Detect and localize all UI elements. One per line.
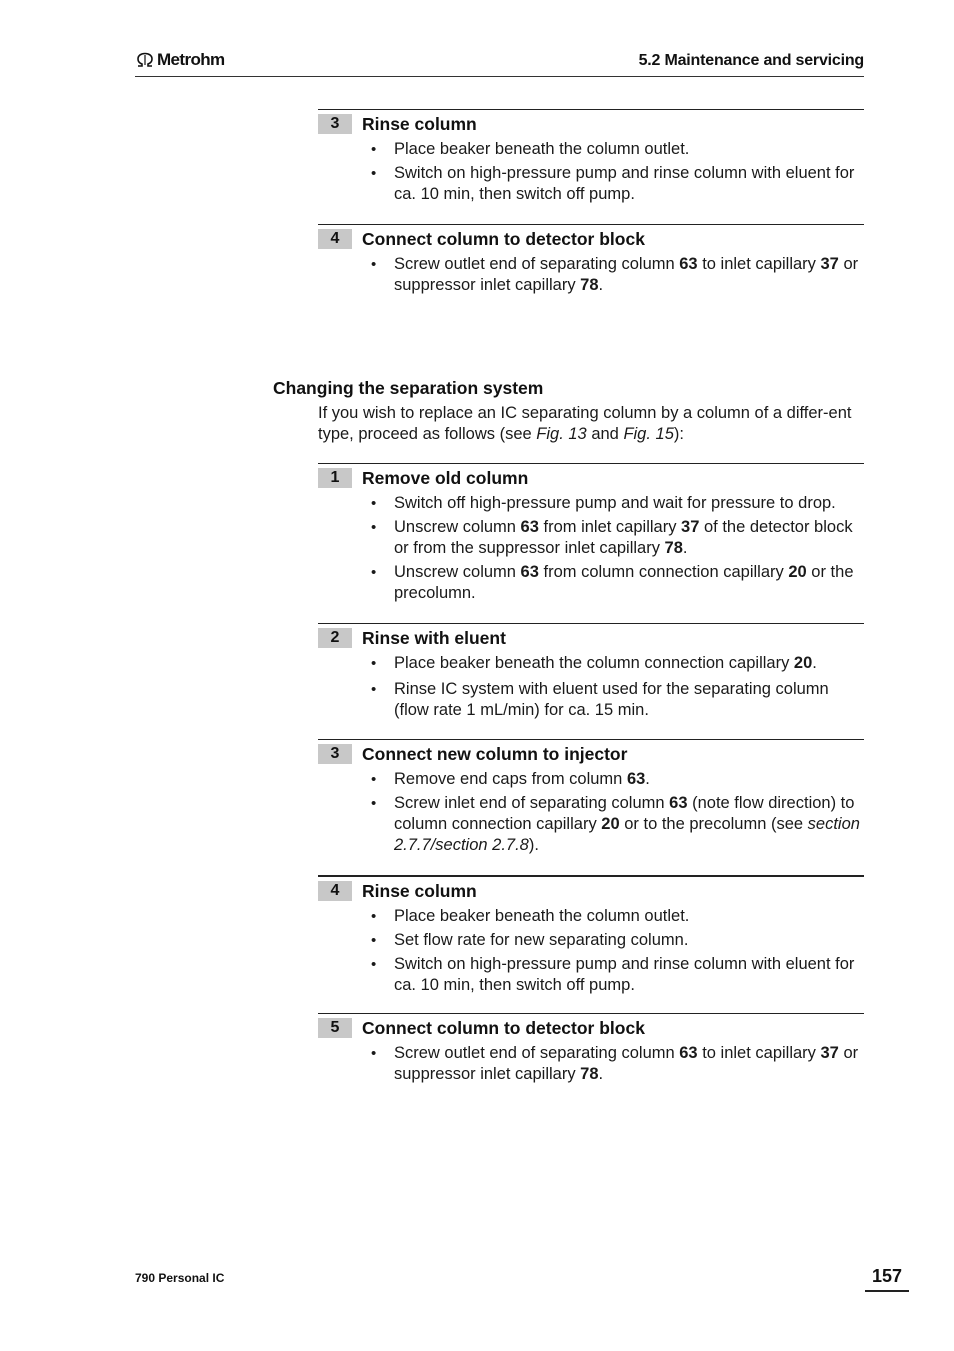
bullet-item: • Unscrew column 63 from column connection capillary 20 or the precolumn.: [371, 563, 854, 602]
step-title: Rinse column: [362, 114, 477, 134]
bullet-icon: •: [371, 495, 377, 512]
step-title: Connect column to detector block: [362, 1018, 645, 1038]
step-number: 4: [318, 229, 352, 249]
step-title: Rinse with eluent: [362, 628, 506, 648]
bullet-icon: •: [371, 795, 377, 812]
omega-logo-icon: [135, 52, 155, 68]
ref-number: 78: [664, 539, 683, 557]
ref-number: 78: [580, 1065, 599, 1083]
step-number: 1: [318, 468, 352, 488]
step-title: Connect column to detector block: [362, 229, 645, 249]
bullet-icon: •: [371, 932, 377, 949]
step-block: [318, 224, 864, 296]
bullet-icon: •: [371, 564, 377, 581]
step-header: [318, 1013, 864, 1040]
ref-number: 37: [820, 1044, 839, 1062]
section-ref: section 2.7.7: [394, 815, 860, 854]
bullet-list: [318, 769, 864, 856]
page-number: 157: [865, 1264, 909, 1292]
bullet-icon: •: [371, 771, 377, 788]
ref-number: 37: [820, 255, 839, 273]
bullet-icon: •: [371, 165, 377, 182]
figure-ref: Fig. 13: [536, 425, 587, 443]
bullet-item: • Switch on high-pressure pump and rinse column with eluent for ca. 10 min, then switch off pump.: [371, 955, 855, 994]
step-title: Rinse column: [362, 881, 477, 901]
bullet-item: • Place beaker beneath the column connection capillary 20.: [371, 654, 817, 672]
step-block: [318, 623, 864, 721]
bullet-icon: •: [371, 908, 377, 925]
step-title: Connect new column to injector: [362, 744, 628, 764]
bullet-item: • Rinse IC system with eluent used for the separating column (flow rate 1 mL/min) for ca. 15 min.: [371, 680, 829, 719]
page-header: [135, 50, 864, 77]
bullet-item: • Set flow rate for new separating column.: [371, 931, 689, 949]
step-header: [318, 875, 864, 903]
ref-number: 63: [520, 518, 539, 536]
bullet-list: [318, 1043, 864, 1085]
product-name: 790 Personal IC: [135, 1271, 225, 1285]
step-header: [318, 109, 864, 136]
bullet-item: • Place beaker beneath the column outlet.: [371, 907, 690, 925]
ref-number: 63: [679, 1044, 698, 1062]
bullet-item: • Place beaker beneath the column outlet.: [371, 140, 690, 158]
intro-paragraph: If you wish to replace an IC separating column by a column of a differ-ent type, proceed as follows (see Fig. 13 and Fig. 15):: [318, 404, 852, 443]
logo-text: Metrohm: [157, 50, 225, 69]
step-number: 2: [318, 628, 352, 648]
bullet-list: [318, 254, 864, 296]
bullet-item: • Remove end caps from column 63.: [371, 770, 650, 788]
step-block: [318, 109, 864, 205]
bullet-icon: •: [371, 1045, 377, 1062]
bullet-item: • Screw inlet end of separating column 63 (note flow direction) to column connection capillary 20 or to the precolumn (see section 2.7.7/section 2.7.8).: [371, 794, 860, 854]
bullet-icon: •: [371, 256, 377, 273]
step-header: [318, 623, 864, 650]
figure-ref: Fig. 15: [623, 425, 674, 443]
bullet-item: • Switch off high-pressure pump and wait for pressure to drop.: [371, 494, 836, 512]
step-number: 5: [318, 1018, 352, 1038]
ref-number: 63: [669, 794, 688, 812]
subsection-heading: Changing the separation system: [273, 378, 544, 398]
step-number: 3: [318, 744, 352, 764]
section-ref: section 2.7.8: [435, 836, 529, 854]
bullet-list: [318, 139, 864, 205]
step-block: [318, 739, 864, 856]
step-block: [318, 875, 864, 996]
bullet-icon: •: [371, 681, 377, 698]
bullet-item: • Switch on high-pressure pump and rinse column with eluent for ca. 10 min, then switch off pump.: [371, 164, 855, 203]
ref-number: 78: [580, 276, 599, 294]
step-block: [318, 1013, 864, 1085]
bullet-list: [318, 906, 864, 996]
ref-number: 63: [520, 563, 539, 581]
step-block: [318, 463, 864, 604]
bullet-item: • Unscrew column 63 from inlet capillary 37 of the detector block or from the suppressor inlet capillary 78.: [371, 518, 853, 557]
step-header: [318, 224, 864, 251]
bullet-item: • Screw outlet end of separating column 63 to inlet capillary 37 or suppressor inlet capillary 78.: [371, 255, 859, 294]
step-number: 4: [318, 881, 352, 901]
bullet-icon: •: [371, 141, 377, 158]
step-number: 3: [318, 114, 352, 134]
bullet-list: [318, 653, 864, 721]
ref-number: 37: [681, 518, 700, 536]
bullet-icon: •: [371, 956, 377, 973]
bullet-icon: •: [371, 655, 377, 672]
bullet-list: [318, 493, 864, 604]
ref-number: 63: [626, 770, 646, 788]
ref-number: 20: [601, 815, 620, 833]
ref-number: 20: [788, 563, 807, 581]
metrohm-logo: [135, 50, 225, 70]
step-title: Remove old column: [362, 468, 529, 488]
ref-number: 20: [793, 654, 813, 672]
bullet-icon: •: [371, 519, 377, 536]
step-header: [318, 463, 864, 490]
ref-number: 63: [679, 255, 698, 273]
step-header: [318, 739, 864, 766]
bullet-item: • Screw outlet end of separating column 63 to inlet capillary 37 or suppressor inlet capillary 78.: [371, 1044, 859, 1083]
section-title: 5.2 Maintenance and servicing: [638, 52, 864, 69]
